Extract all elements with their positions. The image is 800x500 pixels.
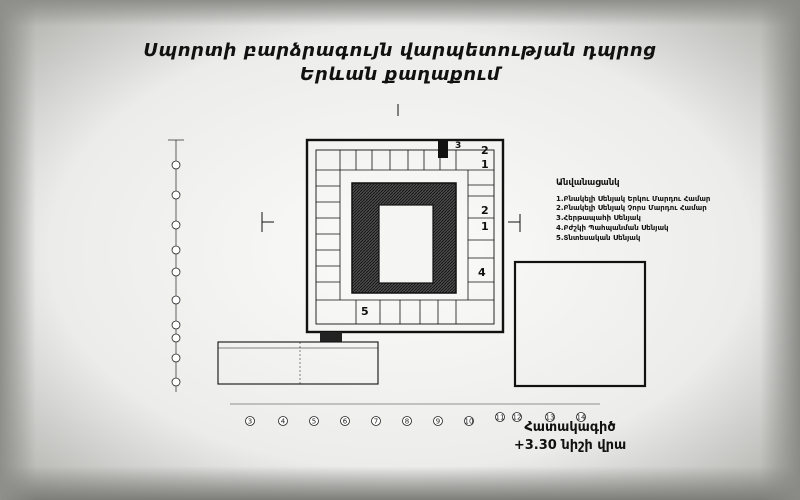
- axis-label: 9: [435, 417, 441, 426]
- axis-label: 12: [512, 413, 522, 422]
- legend-item: 4.Բժշկի Պահպանման Սենյակ: [556, 223, 669, 232]
- drawing-subtitle: Երևան քաղաքում: [299, 64, 501, 85]
- legend: [556, 178, 710, 243]
- plan-level-caption: +3.30 նիշի վրա: [513, 438, 627, 453]
- courtyard-open: [379, 205, 433, 283]
- axis-label: 13: [545, 413, 555, 422]
- axis-label: 3: [247, 417, 253, 426]
- room-number: 2: [481, 144, 489, 157]
- axis-label: 4: [280, 417, 286, 426]
- room-number: 2: [481, 204, 489, 217]
- room-number: 3: [455, 141, 462, 151]
- axis-label: 14: [576, 413, 586, 422]
- axis-label: 10: [464, 417, 474, 426]
- axis-label: 6: [342, 417, 348, 426]
- legend-heading: Անվանացանկ: [556, 178, 620, 188]
- legend-item: 1.Բնակելի Սենյակ Երկու Մարդու Համար: [556, 194, 711, 203]
- room-number: 1: [481, 158, 489, 171]
- axis-label: 8: [404, 417, 410, 426]
- legend-item: 2.Բնակելի Սենյակ Չորս Մարդու Համար: [556, 204, 707, 213]
- stair-block: [438, 140, 448, 158]
- room-number: 5: [361, 305, 369, 318]
- left-wing-rooms: [316, 186, 340, 282]
- room-number: 1: [481, 220, 489, 233]
- right-annex: [515, 262, 645, 386]
- bottom-wing-rooms: [356, 300, 456, 324]
- drawing-title: Սպորտի բարձրագույն վարպետության դպրոց: [143, 40, 657, 61]
- room-number: 4: [478, 266, 486, 279]
- lower-left-annex: [218, 342, 378, 384]
- plan-caption: Հատակագիծ: [524, 420, 616, 435]
- entrance-steps: [320, 332, 342, 342]
- axis-label: 11: [495, 413, 505, 422]
- axis-label: 5: [311, 417, 317, 426]
- legend-item: 5.Տնտեսական Սենյակ: [556, 233, 641, 242]
- axis-label: 7: [373, 417, 379, 426]
- legend-item: 3.Հերթապահի Սենյակ: [556, 214, 641, 223]
